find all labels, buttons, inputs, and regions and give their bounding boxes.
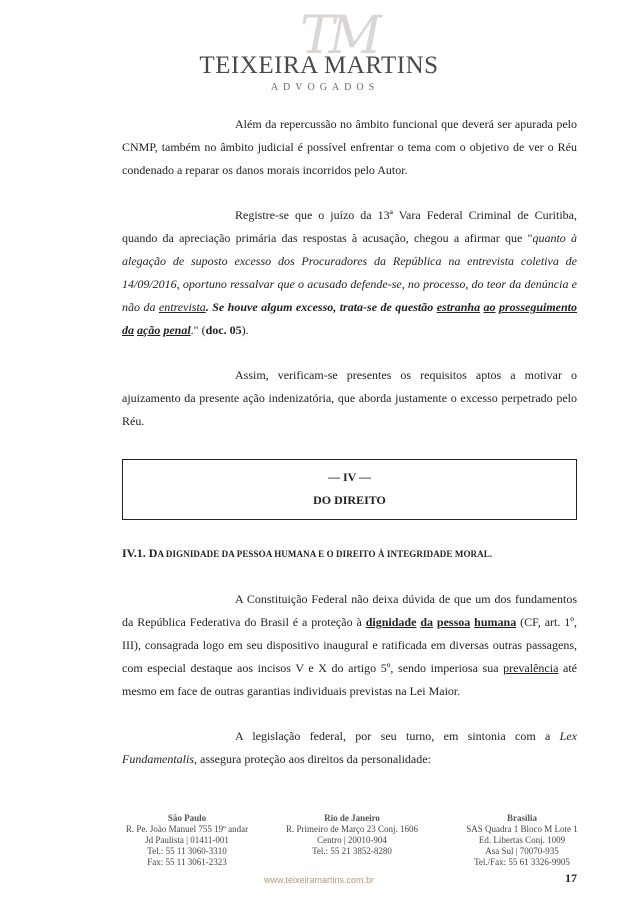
office-brasilia: Brasília SAS Quadra 1 Bloco M Lote 1 Ed. Libertas Conj. 1009 Asa Sul | 70070-935 Tel./Fax: 55 61 3326-9905 — [466, 813, 578, 867]
section-title: DO DIREITO — [313, 493, 386, 507]
office-rio-de-janeiro: Rio de Janeiro R. Primeiro de Março 23 Conj. 1606 Centro | 20010-904 Tel.: 55 21 3852-8280 — [286, 813, 418, 856]
letterhead — [0, 0, 638, 110]
paragraph-1: Além da repercussão no âmbito funcional que deverá ser apurada pelo CNMP, também no âmbito judicial é possível enfrentar o tema com o objetivo de ver o Réu condenado a reparar os danos morais incorridos pelo Autor. — [122, 117, 577, 177]
firm-monogram-logo: TM — [300, 6, 376, 66]
paragraph-3: Assim, verificam-se presentes os requisitos aptos a motivar o ajuizamento da presente ação indenizatória, que aborda justamente o excesso perpetrado pelo Réu. — [122, 368, 577, 428]
paragraph-5: A legislação federal, por seu turno, em sintonia com a Lex Fundamentalis, assegura proteção aos direitos da personalidade: — [122, 729, 577, 766]
subsection-heading: IV.1. DA DIGNIDADE DA PESSOA HUMANA E O DIREITO À INTEGRIDADE MORAL. — [122, 546, 493, 560]
page-number: 17 — [565, 871, 577, 885]
paragraph-4: A Constituição Federal não deixa dúvida de que um dos fundamentos da República Federativa do Brasil é a proteção à dignidade da pessoa humana (CF, art. 1º, III), consagrada logo em seu dispositivo inaugural e ratificada em diversas outras passagens, com especial destaque aos incisos V e X do artigo 5º, sendo imperiosa sua prevalência até mesmo em face de outras garantias individuais previstas na Lei Maior. — [122, 592, 578, 698]
firm-subtitle: ADVOGADOS — [270, 82, 380, 93]
website-link[interactable]: www.teixeiramartins.com.br — [263, 875, 375, 885]
section-title-box — [122, 459, 577, 520]
footer-offices — [112, 813, 582, 873]
office-sao-paulo: São Paulo R. Pe. João Manuel 755 19º andar Jd Paulista | 01411-001 Tel.: 55 11 3060-3310 Fax: 55 11 3061-2323 — [125, 813, 249, 867]
firm-name: TEIXEIRA MARTINS — [199, 52, 439, 79]
document-body — [122, 113, 577, 771]
paragraph-2: Registre-se que o juízo da 13ª Vara Federal Criminal de Curitiba, quando da apreciação primária das respostas à acusação, chegou a afirmar que "quanto à alegação de suposto excesso dos Procuradores da República na entrevista coletiva de 14/09/2016, oportuno ressalvar que o acusado defende-se, no processo, do teor da denúncia e não da entrevista. Se houve algum excesso, trata-se de questão estranha ao prosseguimento da ação penal." (doc. 05). — [122, 208, 577, 337]
section-number: — IV — — [327, 470, 372, 484]
